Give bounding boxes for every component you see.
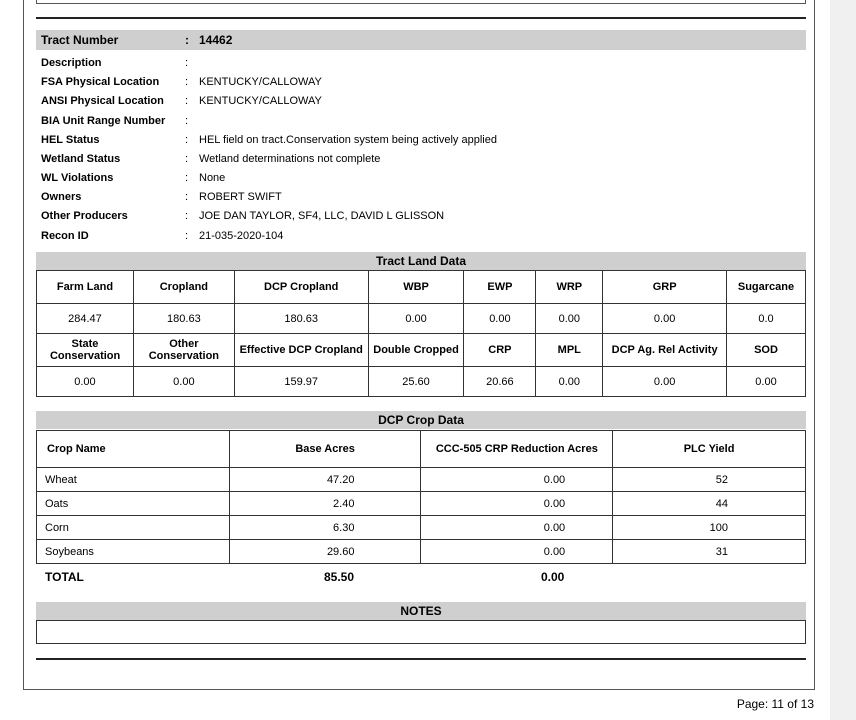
land-header-cell bbox=[133, 334, 234, 367]
table-row bbox=[37, 516, 806, 540]
land-value-cell: 0.00 bbox=[603, 367, 727, 397]
land-value-cell: 180.63 bbox=[234, 304, 368, 334]
dcp-crop-data-table bbox=[36, 430, 806, 564]
tract-land-data-title: Tract Land Data bbox=[36, 252, 806, 270]
land-header-row bbox=[37, 334, 806, 367]
base-acres-cell: 47.20 bbox=[229, 468, 421, 492]
state-conservation-label: State Conservation bbox=[49, 338, 121, 362]
info-row-wl-violations bbox=[41, 169, 801, 188]
scrollbar-track[interactable] bbox=[830, 0, 856, 720]
section-divider bbox=[36, 658, 806, 660]
land-header-cell: Sugarcane bbox=[727, 271, 806, 304]
page-number: Page: 11 of 13 bbox=[736, 697, 814, 711]
info-colon: : bbox=[185, 172, 189, 184]
land-header-cell: Effective DCP Cropland bbox=[234, 334, 368, 367]
info-row-ansi-location bbox=[41, 92, 801, 111]
table-row bbox=[37, 540, 806, 564]
info-colon: : bbox=[185, 134, 189, 146]
crop-name-cell: Wheat bbox=[37, 468, 230, 492]
land-value-row bbox=[37, 367, 806, 397]
land-value-cell: 20.66 bbox=[464, 367, 536, 397]
land-header-cell: SOD bbox=[727, 334, 806, 367]
tract-number-value: 14462 bbox=[199, 33, 233, 47]
info-colon: : bbox=[185, 153, 189, 165]
ccc-reduction-cell: 0.00 bbox=[421, 516, 613, 540]
other-conservation-label: Other Conservation bbox=[148, 338, 220, 362]
land-value-cell: 284.47 bbox=[37, 304, 134, 334]
land-value-row bbox=[37, 304, 806, 334]
tract-number-colon: : bbox=[185, 33, 189, 47]
land-header-cell: DCP Cropland bbox=[234, 271, 368, 304]
crop-header-cell: CCC-505 CRP Reduction Acres bbox=[421, 431, 613, 468]
land-value-cell: 180.63 bbox=[133, 304, 234, 334]
info-row-description bbox=[41, 54, 801, 73]
dcp-crop-data-title: DCP Crop Data bbox=[36, 411, 806, 429]
info-key: FSA Physical Location bbox=[41, 76, 160, 88]
crop-header-row bbox=[37, 431, 806, 468]
land-value-cell: 0.00 bbox=[37, 367, 134, 397]
land-value-cell: 0.00 bbox=[536, 304, 603, 334]
total-base-acres: 85.50 bbox=[324, 570, 355, 584]
info-value: None bbox=[199, 172, 226, 184]
info-row-wetland-status bbox=[41, 150, 801, 169]
info-key: Other Producers bbox=[41, 210, 128, 222]
land-value-cell: 159.97 bbox=[234, 367, 368, 397]
previous-section-box bbox=[36, 0, 806, 4]
land-header-cell: WBP bbox=[368, 271, 464, 304]
info-key: Wetland Status bbox=[41, 153, 121, 165]
info-colon: : bbox=[185, 76, 189, 88]
crop-name-cell: Soybeans bbox=[37, 540, 230, 564]
land-value-cell: 0.00 bbox=[368, 304, 464, 334]
info-key: Recon ID bbox=[41, 230, 89, 242]
land-value-cell: 0.00 bbox=[536, 367, 603, 397]
land-header-cell: EWP bbox=[464, 271, 536, 304]
info-value: KENTUCKY/CALLOWAY bbox=[199, 76, 322, 88]
land-header-cell: CRP bbox=[464, 334, 536, 367]
tract-number-label: Tract Number bbox=[41, 33, 119, 47]
info-key: HEL Status bbox=[41, 134, 100, 146]
plc-yield-cell: 44 bbox=[613, 492, 806, 516]
land-header-row bbox=[37, 271, 806, 304]
info-colon: : bbox=[185, 57, 189, 69]
base-acres-cell: 6.30 bbox=[229, 516, 421, 540]
land-value-cell: 0.00 bbox=[727, 367, 806, 397]
land-header-cell: WRP bbox=[536, 271, 603, 304]
info-value: 21-035-2020-104 bbox=[199, 230, 284, 242]
tract-number-header bbox=[36, 30, 806, 50]
ccc-reduction-cell: 0.00 bbox=[421, 540, 613, 564]
section-divider bbox=[36, 17, 806, 19]
info-row-fsa-location bbox=[41, 73, 801, 92]
ccc-reduction-cell: 0.00 bbox=[421, 468, 613, 492]
plc-yield-cell: 31 bbox=[613, 540, 806, 564]
info-colon: : bbox=[185, 115, 189, 127]
notes-box bbox=[36, 620, 806, 644]
info-value: ROBERT SWIFT bbox=[199, 191, 282, 203]
land-header-cell bbox=[37, 334, 134, 367]
total-ccc-reduction: 0.00 bbox=[541, 570, 565, 584]
info-colon: : bbox=[185, 191, 189, 203]
land-value-cell: 0.0 bbox=[727, 304, 806, 334]
info-key: ANSI Physical Location bbox=[41, 95, 164, 107]
info-key: Description bbox=[41, 57, 102, 69]
info-colon: : bbox=[185, 95, 189, 107]
land-header-cell: Cropland bbox=[133, 271, 234, 304]
land-header-cell: Double Cropped bbox=[368, 334, 464, 367]
total-label: TOTAL bbox=[45, 570, 84, 584]
land-header-cell: GRP bbox=[603, 271, 727, 304]
plc-yield-cell: 100 bbox=[613, 516, 806, 540]
info-value: KENTUCKY/CALLOWAY bbox=[199, 95, 322, 107]
ccc-reduction-cell: 0.00 bbox=[421, 492, 613, 516]
land-header-cell: Farm Land bbox=[37, 271, 134, 304]
info-colon: : bbox=[185, 210, 189, 222]
info-row-owners bbox=[41, 188, 801, 207]
info-value: HEL field on tract.Conservation system being actively applied bbox=[199, 134, 497, 146]
land-value-cell: 25.60 bbox=[368, 367, 464, 397]
notes-title: NOTES bbox=[36, 602, 806, 620]
tract-land-data-table bbox=[36, 270, 806, 397]
info-row-recon-id bbox=[41, 227, 801, 246]
info-value: Wetland determinations not complete bbox=[199, 153, 381, 165]
info-row-other-producers bbox=[41, 207, 801, 226]
info-row-hel-status bbox=[41, 131, 801, 150]
crop-header-cell: PLC Yield bbox=[613, 431, 806, 468]
crop-total-row bbox=[36, 568, 806, 586]
base-acres-cell: 29.60 bbox=[229, 540, 421, 564]
info-value: JOE DAN TAYLOR, SF4, LLC, DAVID L GLISSON bbox=[199, 210, 445, 222]
info-key: WL Violations bbox=[41, 172, 114, 184]
crop-name-cell: Corn bbox=[37, 516, 230, 540]
base-acres-cell: 2.40 bbox=[229, 492, 421, 516]
info-colon: : bbox=[185, 230, 189, 242]
info-row-bia-unit bbox=[41, 112, 801, 131]
land-value-cell: 0.00 bbox=[133, 367, 234, 397]
crop-name-cell: Oats bbox=[37, 492, 230, 516]
crop-header-cell: Base Acres bbox=[229, 431, 421, 468]
land-header-cell: MPL bbox=[536, 334, 603, 367]
land-header-cell: DCP Ag. Rel Activity bbox=[603, 334, 727, 367]
info-key: Owners bbox=[41, 191, 82, 203]
crop-header-cell: Crop Name bbox=[37, 431, 230, 468]
plc-yield-cell: 52 bbox=[613, 468, 806, 492]
table-row bbox=[37, 492, 806, 516]
land-value-cell: 0.00 bbox=[603, 304, 727, 334]
info-key: BIA Unit Range Number bbox=[41, 115, 166, 127]
land-value-cell: 0.00 bbox=[464, 304, 536, 334]
table-row bbox=[37, 468, 806, 492]
